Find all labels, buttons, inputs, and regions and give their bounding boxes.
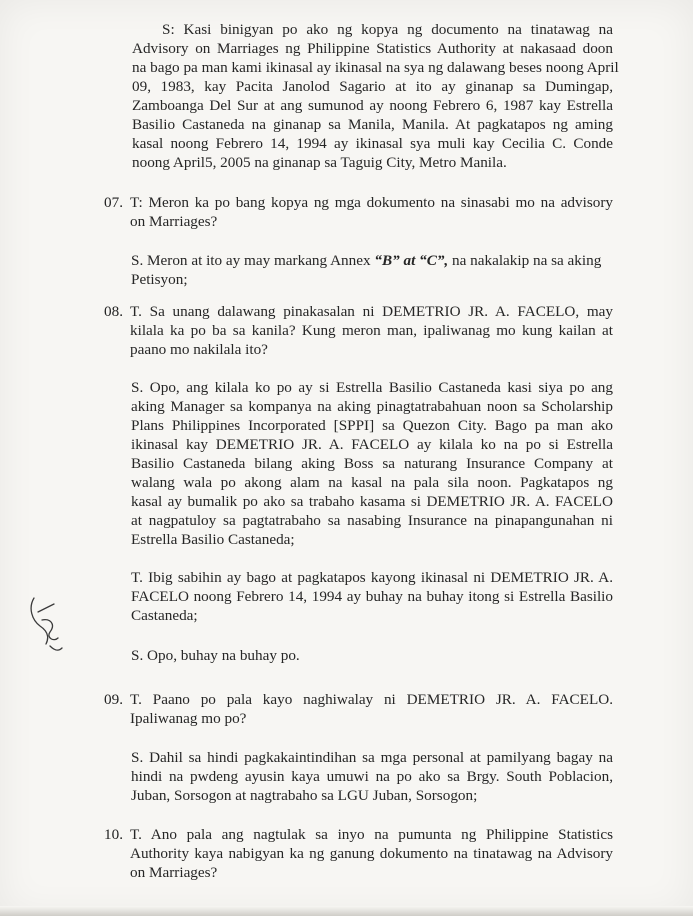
q08-question xyxy=(130,302,613,359)
text-line: S. Opo, buhay na buhay po. xyxy=(131,647,300,664)
text-line: kasal noong Febrero 14, 1994 ay ikinasal sya muli kay Cecilia C. Conde xyxy=(132,135,613,152)
text-line: S: Kasi binigyan po ako ng kopya ng documento na tinatawag na xyxy=(162,21,613,38)
q08-followup-answer xyxy=(131,646,613,665)
answer-text: na nakalakip na sa aking xyxy=(448,252,602,269)
text-line: T. Ibig sabihin ay bago at pagkatapos kayong ikinasal ni DEMETRIO JR. A. xyxy=(131,569,613,586)
text-line: T. Ano pala ang nagtulak sa inyo na pumunta ng Philippine Statistics xyxy=(130,826,613,843)
item-number-08: 08. xyxy=(104,303,123,320)
text-line xyxy=(131,251,613,270)
text-line: hindi na pwdeng ayusin kaya umuwi na po ako sa Brgy. South Poblacion, xyxy=(131,768,613,785)
q07-answer xyxy=(131,251,613,289)
text-line: T. Paano po pala kayo naghiwalay ni DEMETRIO JR. A. FACELO. xyxy=(130,691,613,708)
item-number-07: 07. xyxy=(104,194,123,211)
text-line: Castaneda; xyxy=(131,607,198,624)
text-line: kasal ay bumalik po ako sa trabaho kasama si DEMETRIO JR. A. FACELO xyxy=(131,493,613,510)
text-line: Juban, Sorsogon at nagtrabaho sa LGU Juban, Sorsogon; xyxy=(131,787,478,804)
text-line: Petisyon; xyxy=(131,271,188,288)
item-number-10: 10. xyxy=(104,826,123,843)
text-line: at nagpatuloy sa pagtatrabaho sa nasabing Insurance na pinapangunahan ni xyxy=(131,512,613,529)
text-line: kilala ka po ba sa kanila? Kung meron man, ipaliwanag mo kung kailan at xyxy=(130,322,613,339)
text-line: Ipaliwanag mo po? xyxy=(130,710,247,727)
text-line: ikinasal kay DEMETRIO JR. A. FACELO ay kilala ko na po si Estrella xyxy=(131,436,613,453)
text-line: Zamboanga Del Sur at ang sumunod ay noong Febrero 6, 1987 kay Estrella xyxy=(132,97,613,114)
q09-question xyxy=(130,690,613,728)
text-line: 09, 1983, kay Pacita Janolod Sagario at ito ay ginanap sa Dumingap, xyxy=(132,78,613,95)
text-line: walang wala po akong alam na kasal na pala sila noon. Pagkatapos ng xyxy=(131,474,613,491)
page-bottom-edge xyxy=(0,906,693,916)
text-line: aking Manager sa kompanya na aking pinagtatrabahuan noon sa Scholarship xyxy=(131,398,613,415)
q09-answer xyxy=(131,748,613,805)
q07-question xyxy=(130,193,613,231)
text-line: S. Dahil sa hindi pagkakaintindihan sa mga personal at pamilyang bagay na xyxy=(131,749,613,766)
text-line: noong April5, 2005 na ginanap sa Taguig City, Metro Manila. xyxy=(132,154,507,171)
q08-followup-question xyxy=(131,568,613,625)
text-line: Authority kaya nabigyan ka ng ganung dokumento na tinatawag na Advisory xyxy=(130,845,613,862)
text-line: FACELO noong Febrero 14, 1994 ay buhay na buhay itong si Estrella Basilio xyxy=(131,588,613,605)
text-line: T: Meron ka po bang kopya ng mga dokumento na sinasabi mo na advisory xyxy=(130,194,613,211)
text-line: Basilio Castaneda bilang aking Boss sa naturang Insurance Company at xyxy=(131,455,613,472)
intro-answer xyxy=(132,20,619,172)
q10-question xyxy=(130,825,613,882)
text-line: paano mo nakilala ito? xyxy=(130,341,268,358)
annex-reference: “B” at “C”, xyxy=(374,252,449,269)
text-line: Plans Philippines Incorporated [SPPI] sa Quezon City. Bago pa man ako xyxy=(131,417,613,434)
text-line: Estrella Basilio Castaneda; xyxy=(131,531,295,548)
text-line: T. Sa unang dalawang pinakasalan ni DEMETRIO JR. A. FACELO, may xyxy=(130,303,613,320)
text-line: Basilio Castaneda na ginanap sa Manila, Manila. At pagkatapos ng aming xyxy=(132,116,613,133)
signature-initials xyxy=(20,590,68,660)
q08-answer xyxy=(131,378,613,549)
text-line: Advisory on Marriages ng Philippine Statistics Authority at nakasaad doon xyxy=(132,40,613,57)
item-number-09: 09. xyxy=(104,691,123,708)
text-line: na bago pa man kami ikinasal ay ikinasal na sya ng dalawang beses noong April xyxy=(132,59,619,76)
text-line: on Marriages? xyxy=(130,864,218,881)
answer-text: S. Meron at ito ay may markang Annex xyxy=(131,252,375,269)
text-line: on Marriages? xyxy=(130,213,218,230)
text-line: S. Opo, ang kilala ko po ay si Estrella Basilio Castaneda kasi siya po ang xyxy=(131,379,613,396)
